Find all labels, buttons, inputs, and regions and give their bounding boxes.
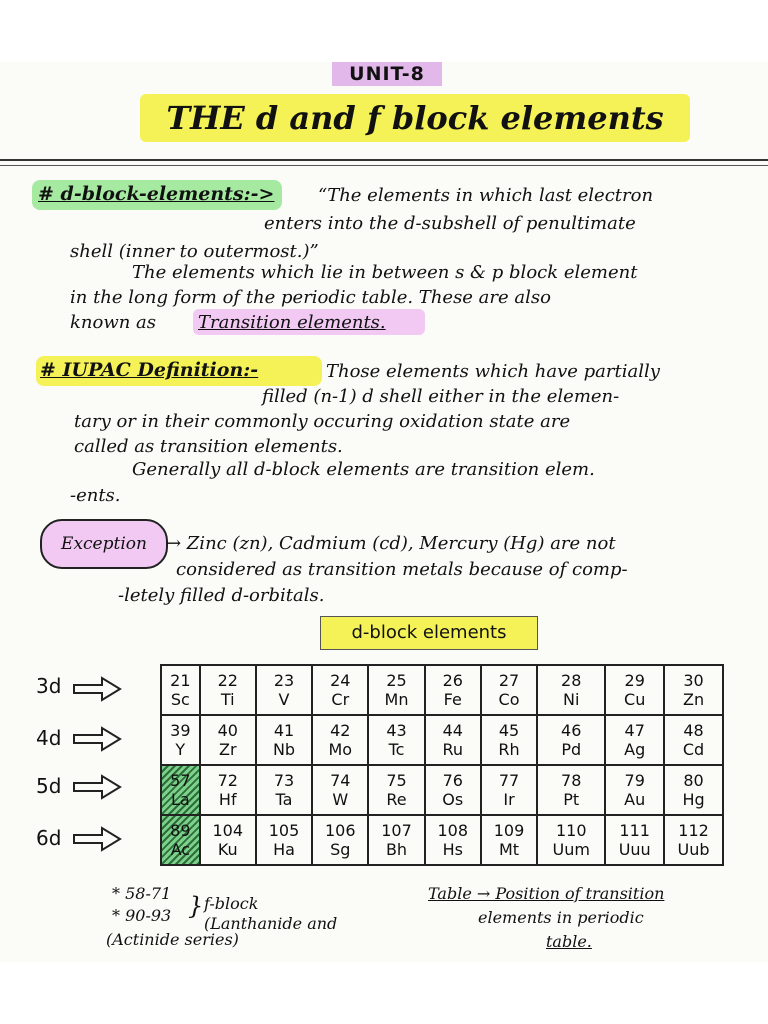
element-cell — [368, 815, 424, 865]
element-cell — [425, 815, 481, 865]
atomic-number: 30 — [683, 671, 704, 690]
atomic-number: 109 — [493, 821, 525, 840]
text-line: Generally all d-block elements are transition elem. — [132, 459, 595, 480]
f-block-label: f-block — [204, 894, 259, 913]
element-symbol: Re — [386, 790, 407, 809]
row-label-3d: 3d — [36, 674, 62, 698]
table-row — [161, 765, 723, 815]
footnote-line: (Actinide series) — [106, 930, 239, 949]
element-symbol: Mo — [328, 740, 353, 759]
element-symbol: Y — [175, 740, 186, 759]
element-cell — [537, 715, 605, 765]
atomic-number: 44 — [442, 721, 463, 740]
element-cell — [605, 665, 664, 715]
element-symbol: La — [170, 790, 190, 809]
element-cell — [161, 715, 200, 765]
table-caption-line: elements in periodic — [478, 908, 644, 927]
element-symbol: Pd — [561, 740, 582, 759]
atomic-number: 111 — [619, 821, 650, 840]
text-line: Those elements which have partially — [326, 361, 660, 382]
element-cell — [312, 815, 368, 865]
element-cell — [664, 665, 723, 715]
element-symbol: Ag — [624, 740, 646, 759]
row-label-6d: 6d — [36, 826, 62, 850]
atomic-number: 107 — [381, 821, 412, 840]
atomic-number: 110 — [555, 821, 587, 840]
atomic-number: 47 — [624, 721, 645, 740]
element-symbol: Ku — [217, 840, 238, 859]
atomic-number: 29 — [624, 671, 645, 690]
element-symbol: Rh — [498, 740, 520, 759]
text-line: shell (inner to outermost.)” — [70, 241, 319, 262]
transition-elements-term: Transition elements. — [198, 312, 386, 333]
atomic-number: 74 — [330, 771, 351, 790]
element-cell — [200, 715, 256, 765]
brace-icon: } — [188, 892, 204, 920]
footnote-line: * 90-93 — [112, 906, 172, 925]
element-cell — [161, 765, 200, 815]
element-cell — [200, 665, 256, 715]
element-symbol: Cd — [682, 740, 705, 759]
atomic-number: 43 — [386, 721, 407, 740]
element-cell — [200, 815, 256, 865]
element-cell — [537, 815, 605, 865]
atomic-number: 21 — [170, 671, 191, 690]
element-cell — [256, 815, 312, 865]
element-cell — [664, 765, 723, 815]
element-cell — [605, 815, 664, 865]
text-line: filled (n-1) d shell either in the elemen- — [262, 386, 620, 407]
element-symbol: Ta — [275, 790, 293, 809]
text-line: tary or in their commonly occuring oxidation state are — [74, 411, 571, 432]
element-cell — [256, 715, 312, 765]
atomic-number: 24 — [330, 671, 351, 690]
element-cell — [312, 765, 368, 815]
right-arrow-icon — [72, 726, 122, 752]
right-arrow-icon — [72, 676, 122, 702]
element-symbol: Au — [624, 790, 646, 809]
right-arrow-icon — [72, 826, 122, 852]
element-symbol: Fe — [443, 690, 462, 709]
element-cell — [537, 665, 605, 715]
element-symbol: Cu — [624, 690, 646, 709]
atomic-number: 42 — [330, 721, 351, 740]
footnote-line: * 58-71 — [112, 884, 172, 903]
element-symbol: Os — [442, 790, 464, 809]
element-cell — [481, 815, 537, 865]
table-title: d-block elements — [320, 616, 538, 650]
element-symbol: Ac — [170, 840, 191, 859]
element-symbol: Zn — [682, 690, 705, 709]
atomic-number: 79 — [624, 771, 645, 790]
right-arrow-icon — [72, 774, 122, 800]
element-symbol: W — [332, 790, 349, 809]
element-symbol: Pt — [563, 790, 580, 809]
lanthanide-label: (Lanthanide and — [204, 914, 338, 933]
text-line: → Zinc (zn), Cadmium (cd), Mercury (Hg) are not — [166, 533, 616, 554]
table-caption-line: table. — [546, 932, 592, 951]
element-cell — [481, 665, 537, 715]
atomic-number: 89 — [170, 821, 191, 840]
element-cell — [425, 715, 481, 765]
text-line: -ents. — [70, 485, 121, 506]
atomic-number: 112 — [678, 821, 709, 840]
text-line: called as transition elements. — [74, 436, 343, 457]
element-symbol: Ni — [563, 690, 580, 709]
element-cell — [605, 765, 664, 815]
atomic-number: 22 — [217, 671, 238, 690]
text-line: The elements which lie in between s & p block element — [132, 262, 638, 283]
section-heading-d-block: # d-block-elements:-> — [38, 183, 275, 205]
atomic-number: 25 — [386, 671, 407, 690]
atomic-number: 39 — [170, 721, 191, 740]
element-cell — [368, 765, 424, 815]
element-symbol: Bh — [385, 840, 408, 859]
element-symbol: V — [278, 690, 290, 709]
atomic-number: 23 — [273, 671, 295, 690]
element-symbol: Uub — [677, 840, 710, 859]
atomic-number: 75 — [386, 771, 407, 790]
atomic-number: 72 — [217, 771, 238, 790]
element-symbol: Uum — [552, 840, 590, 859]
element-symbol: Mn — [384, 690, 409, 709]
element-symbol: Zr — [218, 740, 237, 759]
element-symbol: Ru — [442, 740, 464, 759]
section-heading-iupac: # IUPAC Definition:- — [40, 359, 259, 381]
atomic-number: 45 — [498, 721, 520, 740]
element-symbol: Sc — [170, 690, 190, 709]
element-symbol: Ha — [273, 840, 295, 859]
element-cell — [605, 715, 664, 765]
element-symbol: Nb — [272, 740, 296, 759]
exception-badge: Exception — [40, 519, 168, 569]
atomic-number: 28 — [561, 671, 582, 690]
atomic-number: 46 — [561, 721, 582, 740]
atomic-number: 76 — [442, 771, 463, 790]
element-symbol: Tc — [388, 740, 405, 759]
element-symbol: Cr — [331, 690, 350, 709]
element-symbol: Co — [498, 690, 520, 709]
table-row — [161, 815, 723, 865]
element-symbol: Ti — [220, 690, 235, 709]
atomic-number: 27 — [498, 671, 520, 690]
atomic-number: 77 — [498, 771, 520, 790]
element-symbol: Hf — [218, 790, 237, 809]
element-symbol: Sg — [330, 840, 351, 859]
atomic-number: 108 — [437, 821, 469, 840]
page-title: THE d and f block elements — [140, 94, 690, 142]
atomic-number: 104 — [212, 821, 244, 840]
element-cell — [664, 815, 723, 865]
atomic-number: 41 — [273, 721, 295, 740]
element-cell — [481, 715, 537, 765]
atomic-number: 78 — [561, 771, 582, 790]
text-line: -letely filled d-orbitals. — [118, 585, 325, 606]
element-symbol: Hs — [442, 840, 463, 859]
text-line: “The elements in which last electron — [318, 185, 654, 206]
atomic-number: 73 — [273, 771, 295, 790]
row-label-5d: 5d — [36, 774, 62, 798]
divider — [0, 165, 768, 166]
d-block-table — [160, 664, 724, 866]
element-cell — [312, 715, 368, 765]
element-cell — [312, 665, 368, 715]
element-cell — [425, 665, 481, 715]
text-line: considered as transition metals because of comp- — [176, 559, 628, 580]
element-cell — [481, 765, 537, 815]
table-caption-line: Table → Position of transition — [428, 884, 665, 903]
element-cell — [537, 765, 605, 815]
element-symbol: Uuu — [618, 840, 651, 859]
element-cell — [425, 765, 481, 815]
atomic-number: 26 — [442, 671, 463, 690]
text-line: enters into the d-subshell of penultimate — [264, 213, 636, 234]
row-label-4d: 4d — [36, 726, 62, 750]
element-symbol: Mt — [498, 840, 520, 859]
text-line: known as — [70, 312, 157, 333]
element-cell — [256, 665, 312, 715]
atomic-number: 57 — [170, 771, 191, 790]
element-cell — [368, 665, 424, 715]
element-cell — [161, 815, 200, 865]
atomic-number: 106 — [324, 821, 356, 840]
unit-label: UNIT-8 — [332, 62, 442, 86]
table-row — [161, 665, 723, 715]
atomic-number: 105 — [268, 821, 300, 840]
element-cell — [664, 715, 723, 765]
divider — [0, 159, 768, 161]
element-cell — [256, 765, 312, 815]
text-line: in the long form of the periodic table. These are also — [70, 287, 551, 308]
element-symbol: Ir — [503, 790, 515, 809]
atomic-number: 80 — [683, 771, 704, 790]
table-row — [161, 715, 723, 765]
element-cell — [368, 715, 424, 765]
element-cell — [200, 765, 256, 815]
atomic-number: 40 — [217, 721, 238, 740]
atomic-number: 48 — [683, 721, 704, 740]
element-symbol: Hg — [682, 790, 705, 809]
element-cell — [161, 665, 200, 715]
